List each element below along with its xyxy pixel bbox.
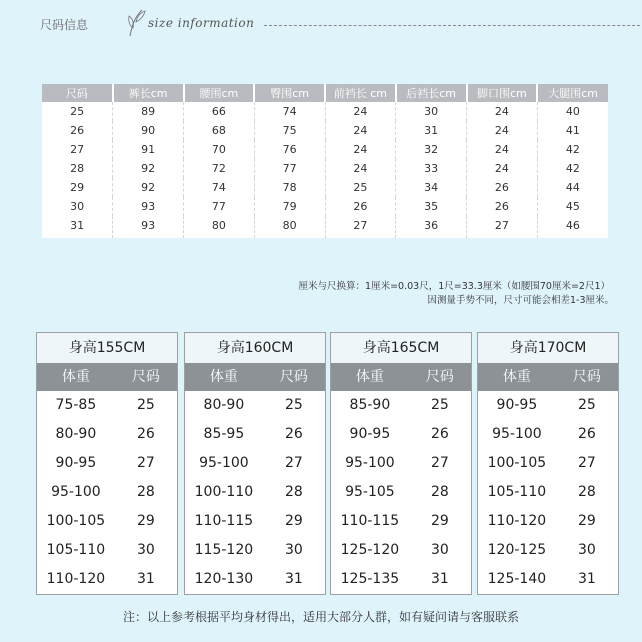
weight-size-table	[36, 332, 178, 595]
table-row	[331, 507, 471, 536]
weight-range: 120-125	[487, 542, 547, 558]
table-cell: 93	[113, 216, 184, 238]
table-row	[37, 391, 177, 420]
column-header: 尺码	[572, 369, 601, 385]
column-header: 前裆长 cm	[325, 84, 396, 102]
table-row	[42, 121, 608, 140]
section-title: 尺码信息	[40, 18, 89, 32]
table-cell: 31	[396, 121, 467, 140]
size-table-header	[42, 84, 608, 102]
column-header: 后裆长cm	[396, 84, 467, 102]
weight-range: 90-95	[496, 397, 538, 413]
table-row	[37, 536, 177, 565]
table-row	[185, 565, 325, 594]
size-value: 31	[284, 571, 303, 587]
table-cell: 70	[184, 140, 255, 159]
weight-range: 110-120	[46, 571, 106, 587]
weight-range: 125-135	[340, 571, 400, 587]
table-row	[331, 536, 471, 565]
size-value: 27	[430, 455, 449, 471]
weight-range: 105-110	[46, 542, 106, 558]
table-cell: 24	[467, 140, 538, 159]
column-header: 体重	[61, 369, 90, 385]
size-value: 29	[136, 513, 155, 529]
table-row	[185, 420, 325, 449]
size-value: 29	[284, 513, 303, 529]
table-row	[185, 507, 325, 536]
table-cell: 24	[467, 121, 538, 140]
table-row	[37, 449, 177, 478]
table-cell: 27	[467, 216, 538, 238]
size-value: 28	[577, 484, 596, 500]
weight-range: 100-105	[487, 455, 547, 471]
weight-range: 125-140	[487, 571, 547, 587]
table-cell: 27	[325, 216, 396, 238]
size-value: 27	[577, 455, 596, 471]
table-cell: 91	[113, 140, 184, 159]
table-cell: 24	[325, 159, 396, 178]
weight-range: 85-95	[203, 426, 245, 442]
weight-range: 85-90	[349, 397, 391, 413]
weight-range: 95-100	[199, 455, 249, 471]
weight-range: 90-95	[349, 426, 391, 442]
table-cell: 66	[184, 102, 255, 121]
size-table	[42, 84, 608, 238]
table-cell: 33	[396, 159, 467, 178]
table-row	[42, 197, 608, 216]
table-cell: 76	[254, 140, 325, 159]
table-cell: 40	[565, 105, 580, 118]
table-cell: 75	[254, 121, 325, 140]
table-row	[42, 216, 608, 238]
size-value: 28	[136, 484, 155, 500]
size-value: 31	[577, 571, 596, 587]
table-cell: 42	[565, 162, 580, 175]
table-row	[331, 420, 471, 449]
table-cell: 92	[113, 178, 184, 197]
height-label: 身高170CM	[478, 333, 618, 363]
weight-range: 80-90	[203, 397, 245, 413]
column-header: 脚口围cm	[467, 84, 538, 102]
weight-range: 95-100	[345, 455, 395, 471]
weight-size-table	[330, 332, 472, 595]
table-row	[478, 507, 618, 536]
table-cell: 32	[396, 140, 467, 159]
size-value: 30	[136, 542, 155, 558]
leaf-icon	[126, 8, 148, 38]
size-value: 26	[136, 426, 155, 442]
table-row	[37, 420, 177, 449]
table-cell: 42	[565, 143, 580, 156]
size-value: 25	[284, 397, 303, 413]
table-row	[331, 565, 471, 594]
weight-range: 105-110	[487, 484, 547, 500]
table-cell: 79	[254, 197, 325, 216]
weight-table-header	[185, 363, 325, 391]
size-value: 27	[284, 455, 303, 471]
size-value: 26	[577, 426, 596, 442]
table-row	[478, 478, 618, 507]
column-header: 裤长cm	[113, 84, 184, 102]
size-value: 28	[284, 484, 303, 500]
weight-range: 95-105	[345, 484, 395, 500]
weight-size-table	[477, 332, 619, 595]
header-divider	[264, 25, 642, 26]
table-row	[185, 478, 325, 507]
weight-range: 90-95	[55, 455, 97, 471]
column-header: 尺码	[42, 84, 113, 102]
table-row	[478, 449, 618, 478]
table-cell: 31	[42, 216, 113, 238]
table-cell: 89	[113, 102, 184, 121]
table-cell: 90	[113, 121, 184, 140]
table-cell: 74	[184, 178, 255, 197]
table-cell: 26	[42, 121, 113, 140]
table-row	[42, 102, 608, 121]
table-row	[42, 159, 608, 178]
weight-range: 110-115	[340, 513, 400, 529]
weight-range: 120-130	[194, 571, 254, 587]
weight-table-header	[331, 363, 471, 391]
size-value: 26	[430, 426, 449, 442]
table-cell: 30	[42, 197, 113, 216]
weight-range: 75-85	[55, 397, 97, 413]
table-cell: 28	[42, 159, 113, 178]
table-cell: 80	[184, 216, 255, 238]
note-line: 因测量手势不同，尺寸可能会相差1-3厘米。	[427, 295, 614, 306]
table-cell: 92	[113, 159, 184, 178]
height-label: 身高160CM	[185, 333, 325, 363]
column-header: 体重	[209, 369, 238, 385]
table-row	[478, 420, 618, 449]
table-row	[478, 536, 618, 565]
weight-range: 95-100	[492, 426, 542, 442]
table-cell: 78	[254, 178, 325, 197]
table-cell: 93	[113, 197, 184, 216]
table-row	[37, 565, 177, 594]
note-line: 厘米与尺换算：1厘米=0.03尺，1尺=33.3厘米（如腰围70厘米=2尺1）	[298, 281, 610, 292]
footer-note: 注：以上参考根据平均身材得出，适用大部分人群，如有疑问请与客服联系	[122, 610, 519, 624]
column-header: 尺码	[279, 369, 308, 385]
weight-range: 125-120	[340, 542, 400, 558]
table-cell: 77	[184, 197, 255, 216]
table-row	[331, 391, 471, 420]
size-value: 30	[284, 542, 303, 558]
size-value: 25	[136, 397, 155, 413]
weight-range: 100-105	[46, 513, 106, 529]
table-row	[185, 449, 325, 478]
height-label: 身高155CM	[37, 333, 177, 363]
table-cell: 30	[396, 102, 467, 121]
table-row	[42, 178, 608, 197]
table-cell: 34	[396, 178, 467, 197]
weight-range: 100-110	[194, 484, 254, 500]
column-header: 大腿围cm	[537, 84, 608, 102]
weight-range: 110-115	[194, 513, 254, 529]
section-header	[40, 14, 620, 38]
table-cell: 77	[254, 159, 325, 178]
table-row	[478, 391, 618, 420]
table-cell: 26	[467, 197, 538, 216]
size-value: 29	[577, 513, 596, 529]
weight-size-table	[184, 332, 326, 595]
table-cell: 36	[396, 216, 467, 238]
table-row	[185, 536, 325, 565]
height-label: 身高165CM	[331, 333, 471, 363]
table-cell: 44	[565, 181, 580, 194]
table-row	[331, 478, 471, 507]
column-header: 体重	[502, 369, 531, 385]
column-header: 臀围cm	[254, 84, 325, 102]
weight-range: 110-120	[487, 513, 547, 529]
table-cell: 25	[42, 102, 113, 121]
size-value: 30	[577, 542, 596, 558]
conversion-notes	[298, 280, 614, 308]
table-cell: 80	[254, 216, 325, 238]
column-header: 体重	[355, 369, 384, 385]
table-cell: 74	[254, 102, 325, 121]
table-cell: 26	[325, 197, 396, 216]
table-cell: 27	[42, 140, 113, 159]
size-value: 31	[430, 571, 449, 587]
table-cell: 24	[325, 102, 396, 121]
table-row	[37, 507, 177, 536]
weight-range: 95-100	[51, 484, 101, 500]
table-row	[42, 140, 608, 159]
column-header: 尺码	[131, 369, 160, 385]
weight-range: 80-90	[55, 426, 97, 442]
table-cell: 45	[565, 200, 580, 213]
table-cell: 46	[565, 219, 580, 232]
size-value: 26	[284, 426, 303, 442]
size-value: 27	[136, 455, 155, 471]
table-cell: 24	[325, 140, 396, 159]
weight-tables	[36, 332, 630, 595]
weight-range: 115-120	[194, 542, 254, 558]
table-cell: 68	[184, 121, 255, 140]
table-row	[185, 391, 325, 420]
column-header: 尺码	[425, 369, 454, 385]
table-cell: 41	[565, 124, 580, 137]
table-cell: 25	[325, 178, 396, 197]
size-value: 31	[136, 571, 155, 587]
column-header: 腰围cm	[184, 84, 255, 102]
table-row	[37, 478, 177, 507]
size-value: 29	[430, 513, 449, 529]
table-cell: 29	[42, 178, 113, 197]
table-cell: 72	[184, 159, 255, 178]
table-row	[331, 449, 471, 478]
table-cell: 35	[396, 197, 467, 216]
weight-table-header	[478, 363, 618, 391]
weight-table-header	[37, 363, 177, 391]
section-subtitle: size information	[148, 16, 255, 30]
size-value: 30	[430, 542, 449, 558]
table-cell: 24	[325, 121, 396, 140]
size-value: 28	[430, 484, 449, 500]
size-value: 25	[577, 397, 596, 413]
table-row	[478, 565, 618, 594]
table-cell: 26	[467, 178, 538, 197]
table-cell: 24	[467, 102, 538, 121]
table-cell: 24	[467, 159, 538, 178]
size-value: 25	[430, 397, 449, 413]
